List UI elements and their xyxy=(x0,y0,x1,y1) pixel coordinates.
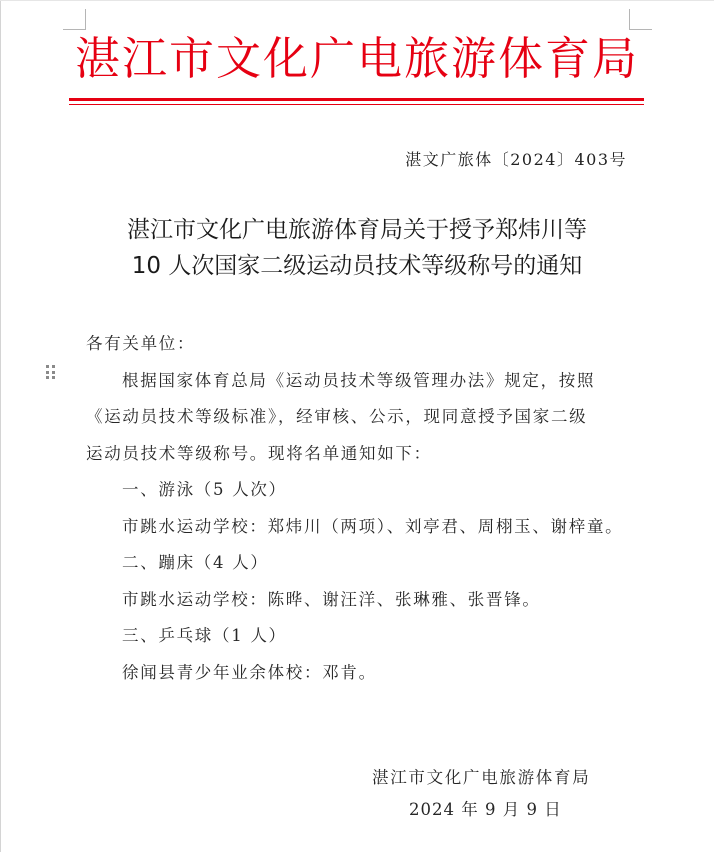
section-heading-swimming: 一、游泳（5 人次） xyxy=(122,480,287,499)
document-title-line-1: 湛江市文化广电旅游体育局关于授予郑炜川等 xyxy=(127,217,587,243)
section-content-swimming: 市跳水运动学校：郑炜川（两项）、刘亭君、周栩玉、谢梓童。 xyxy=(122,516,624,536)
page-top-edge xyxy=(0,0,714,1)
signature-date: 2024 年 9 月 9 日 xyxy=(409,800,562,819)
paragraph-line: 《运动员技术等级标准》，经审核、公示，现同意授予国家二级 xyxy=(86,407,588,426)
paragraph-line: 根据国家体育总局《运动员技术等级管理办法》规定，按照 xyxy=(122,370,596,390)
red-header-rule-thin xyxy=(69,104,644,105)
red-header-rule-thick xyxy=(69,98,644,101)
drag-dot xyxy=(46,365,49,368)
document-body xyxy=(86,326,646,691)
drag-dot xyxy=(52,365,55,368)
section-content-table-tennis: 徐闻县青少年业余体校：邓肯。 xyxy=(122,662,377,682)
red-header-organization: 湛江市文化广电旅游体育局 xyxy=(74,32,639,85)
margin-corner-mark-top-left xyxy=(63,9,86,30)
drag-dot xyxy=(46,371,49,374)
paragraph-line: 运动员技术等级称号。现将名单通知如下： xyxy=(86,443,432,463)
signature-organization: 湛江市文化广电旅游体育局 xyxy=(372,768,591,787)
document-number: 湛文广旅体〔2024〕403号 xyxy=(405,150,627,169)
section-heading-table-tennis: 三、乒乓球（1 人） xyxy=(122,626,287,645)
drag-dot xyxy=(52,371,55,374)
paragraph-drag-handle-icon[interactable] xyxy=(46,365,56,379)
salutation: 各有关单位： xyxy=(86,334,196,353)
section-heading-trampoline: 二、蹦床（4 人） xyxy=(122,553,269,572)
document-title xyxy=(60,212,654,284)
drag-dot xyxy=(52,376,55,379)
page-left-edge xyxy=(0,0,1,852)
margin-corner-mark-top-right xyxy=(629,9,652,30)
section-content-trampoline: 市跳水运动学校：陈晔、谢汪洋、张琳雅、张晋锋。 xyxy=(122,589,541,609)
drag-dot xyxy=(46,376,49,379)
document-title-line-2: 10 人次国家二级运动员技术等级称号的通知 xyxy=(131,253,583,279)
